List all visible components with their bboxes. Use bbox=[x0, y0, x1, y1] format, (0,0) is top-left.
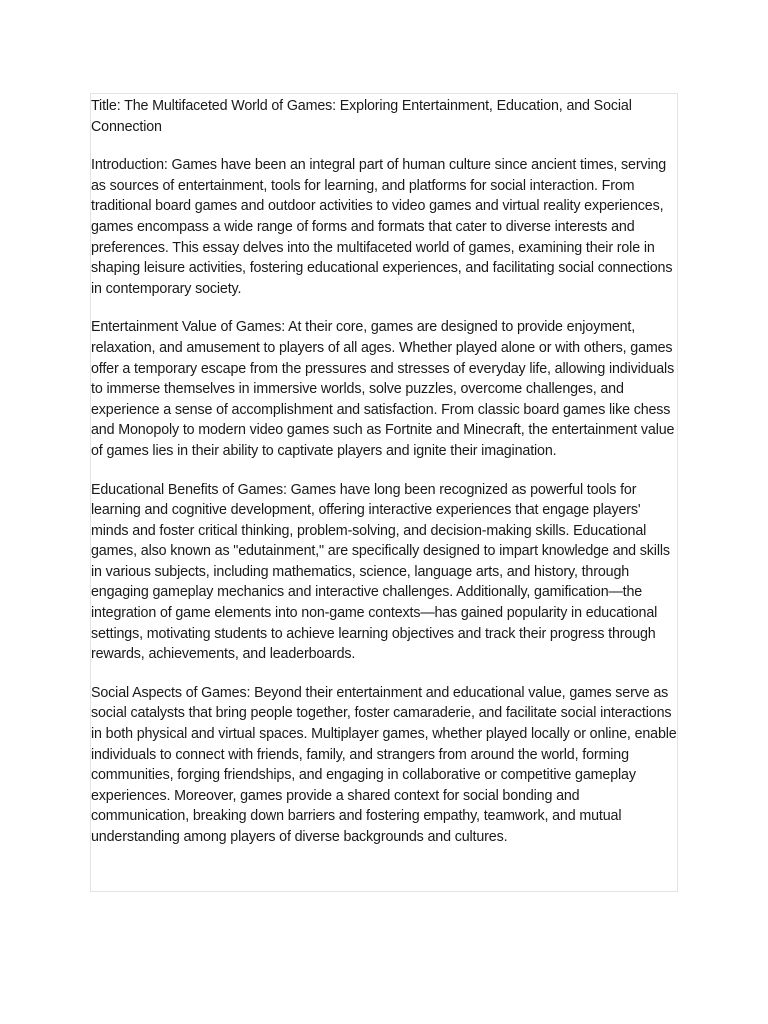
document-page bbox=[90, 93, 678, 892]
paragraph-introduction: Introduction: Games have been an integral part of human culture since ancient times, serving as sources of entertainment, tools for learning, and platforms for social interaction. From traditional board games and outdoor activities to video games and virtual reality experiences, games encompass a wide range of forms and formats that cater to diverse interests and preferences. This essay delves into the multifaceted world of games, examining their role in shaping leisure activities, fostering educational experiences, and facilitating social connections in contemporary society. bbox=[91, 157, 673, 297]
paragraph-educational: Educational Benefits of Games: Games have long been recognized as powerful tools for learning and cognitive development, offering interactive experiences that engage players' minds and foster critical thinking, problem-solving, and decision-making skills. Educational games, also known as "edutainment," are specifically designed to impart knowledge and skills in various subjects, including mathematics, science, language arts, and history, through engaging gameplay mechanics and interactive challenges. Additionally, gamification—the integration of game elements into non-game contexts—has gained popularity in educational settings, motivating students to achieve learning objectives and track their progress through rewards, achievements, and leaderboards. bbox=[91, 481, 670, 663]
document-title: Title: The Multifaceted World of Games: Exploring Entertainment, Education, and Social Connection bbox=[91, 98, 632, 135]
paragraph-entertainment: Entertainment Value of Games: At their core, games are designed to provide enjoyment, relaxation, and amusement to players of all ages. Whether played alone or with others, games offer a temporary escape from the pressures and stresses of everyday life, allowing individuals to immerse themselves in immersive worlds, solve puzzles, overcome challenges, and experience a sense of accomplishment and satisfaction. From classic board games like chess and Monopoly to modern video games such as Fortnite and Minecraft, the entertainment value of games lies in their ability to captivate players and ignite their imagination. bbox=[91, 319, 675, 459]
paragraph-social: Social Aspects of Games: Beyond their entertainment and educational value, games serve as social catalysts that bring people together, foster camaraderie, and facilitate social interactions in both physical and virtual spaces. Multiplayer games, whether played locally or online, enable individuals to connect with friends, family, and strangers from around the world, forming communities, forging friendships, and engaging in collaborative or competitive gameplay experiences. Moreover, games provide a shared context for social bonding and communication, breaking down barriers and fostering empathy, teamwork, and mutual understanding among players of diverse backgrounds and cultures. bbox=[91, 684, 677, 845]
